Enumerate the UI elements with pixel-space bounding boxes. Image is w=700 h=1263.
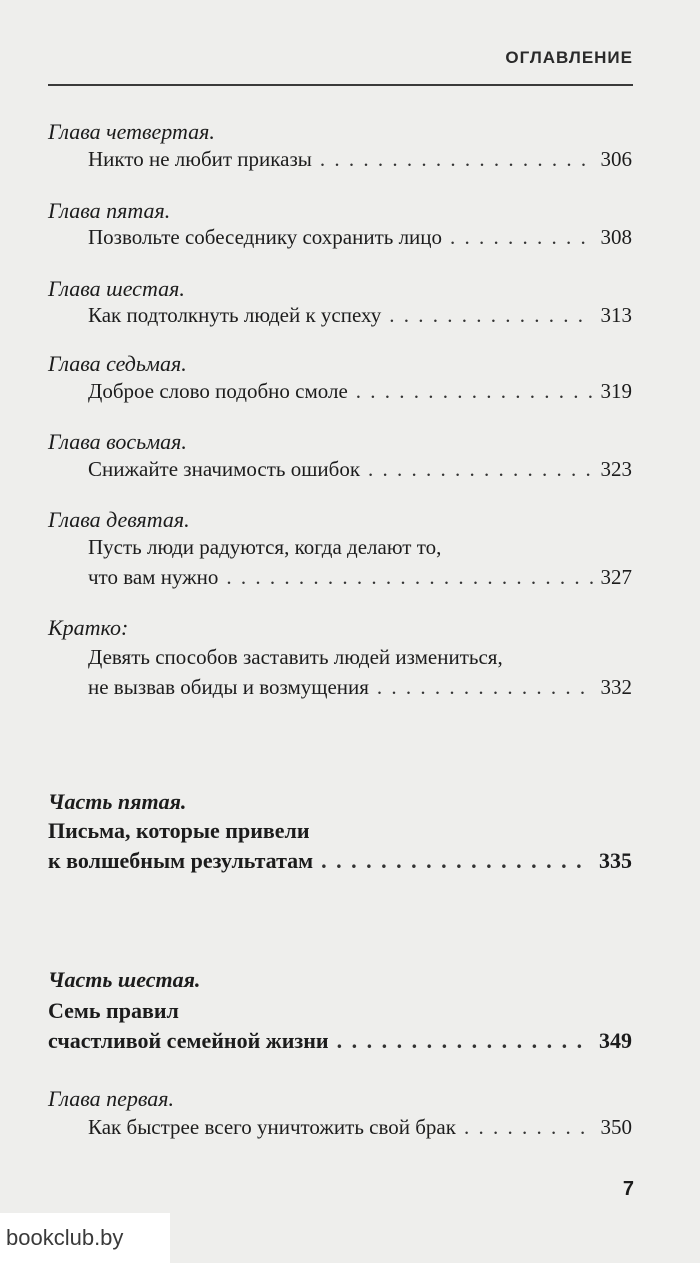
- chapter-heading: Глава пятая.: [48, 198, 171, 223]
- dot-leader: [464, 1112, 593, 1142]
- toc-entry[interactable]: [88, 642, 632, 702]
- entry-title: Как подтолкнуть людей к успеху: [88, 303, 382, 327]
- part-heading: Часть шестая.: [48, 967, 201, 992]
- dot-leader: [226, 562, 592, 592]
- page-number: 349: [599, 1028, 632, 1053]
- part-entry[interactable]: [48, 996, 632, 1056]
- header-rule: [48, 84, 633, 86]
- chapter-heading: Глава шестая.: [48, 276, 185, 301]
- chapter-heading: Глава четвертая.: [48, 119, 215, 144]
- dot-leader: [356, 376, 593, 406]
- part-heading: Часть пятая.: [48, 789, 187, 814]
- dot-leader: [377, 672, 593, 702]
- toc-entry[interactable]: [88, 1112, 632, 1142]
- toc-entry[interactable]: [88, 376, 632, 406]
- page-number: 308: [600, 225, 632, 249]
- page-number: 323: [600, 457, 632, 481]
- toc-entry[interactable]: [88, 454, 632, 484]
- summary-heading: Кратко:: [48, 615, 129, 640]
- entry-title: Доброе слово подобно смоле: [88, 379, 348, 403]
- chapter-heading: Глава восьмая.: [48, 429, 187, 454]
- dot-leader: [337, 1026, 591, 1056]
- dot-leader: [321, 846, 591, 876]
- toc-entry[interactable]: [88, 144, 632, 174]
- dot-leader: [389, 300, 592, 330]
- toc-entry[interactable]: [88, 532, 632, 592]
- page-number: 332: [600, 675, 632, 699]
- chapter-heading: Глава седьмая.: [48, 351, 187, 376]
- dot-leader: [450, 222, 592, 252]
- entry-title-line-1: Пусть люди радуются, когда делают то,: [88, 535, 442, 559]
- page-number: 319: [600, 379, 632, 403]
- page-number: 327: [600, 565, 632, 589]
- part-title-line-2: к волшебным результатам: [48, 848, 314, 873]
- page-number: 306: [600, 147, 632, 171]
- entry-title: Позвольте собеседнику сохранить лицо: [88, 225, 443, 249]
- page-number: 335: [599, 848, 632, 873]
- entry-title: Никто не любит приказы: [88, 147, 312, 171]
- part-title-line-1: Семь правил: [48, 998, 179, 1023]
- part-title-line-1: Письма, которые привели: [48, 818, 310, 843]
- entry-title-line-1: Девять способов заставить людей измениться,: [88, 645, 503, 669]
- part-entry[interactable]: [48, 816, 632, 876]
- toc-entry[interactable]: [88, 300, 632, 330]
- page-number: 313: [600, 303, 632, 327]
- entry-title: Как быстрее всего уничтожить свой брак: [88, 1115, 456, 1139]
- entry-title: Снижайте значимость ошибок: [88, 457, 361, 481]
- entry-title-line-2: не вызвав обиды и возмущения: [88, 675, 369, 699]
- toc-entry[interactable]: [88, 222, 632, 252]
- dot-leader: [320, 144, 593, 174]
- part-title-line-2: счастливой семейной жизни: [48, 1028, 329, 1053]
- chapter-heading: Глава девятая.: [48, 507, 190, 532]
- chapter-heading: Глава первая.: [48, 1086, 174, 1111]
- dot-leader: [368, 454, 592, 484]
- page-number: 350: [600, 1115, 632, 1139]
- running-title: ОГЛАВЛЕНИЕ: [505, 48, 633, 67]
- site-watermark: bookclub.by: [0, 1213, 170, 1263]
- entry-title-line-2: что вам нужно: [88, 565, 219, 589]
- page-folio: 7: [622, 1178, 634, 1200]
